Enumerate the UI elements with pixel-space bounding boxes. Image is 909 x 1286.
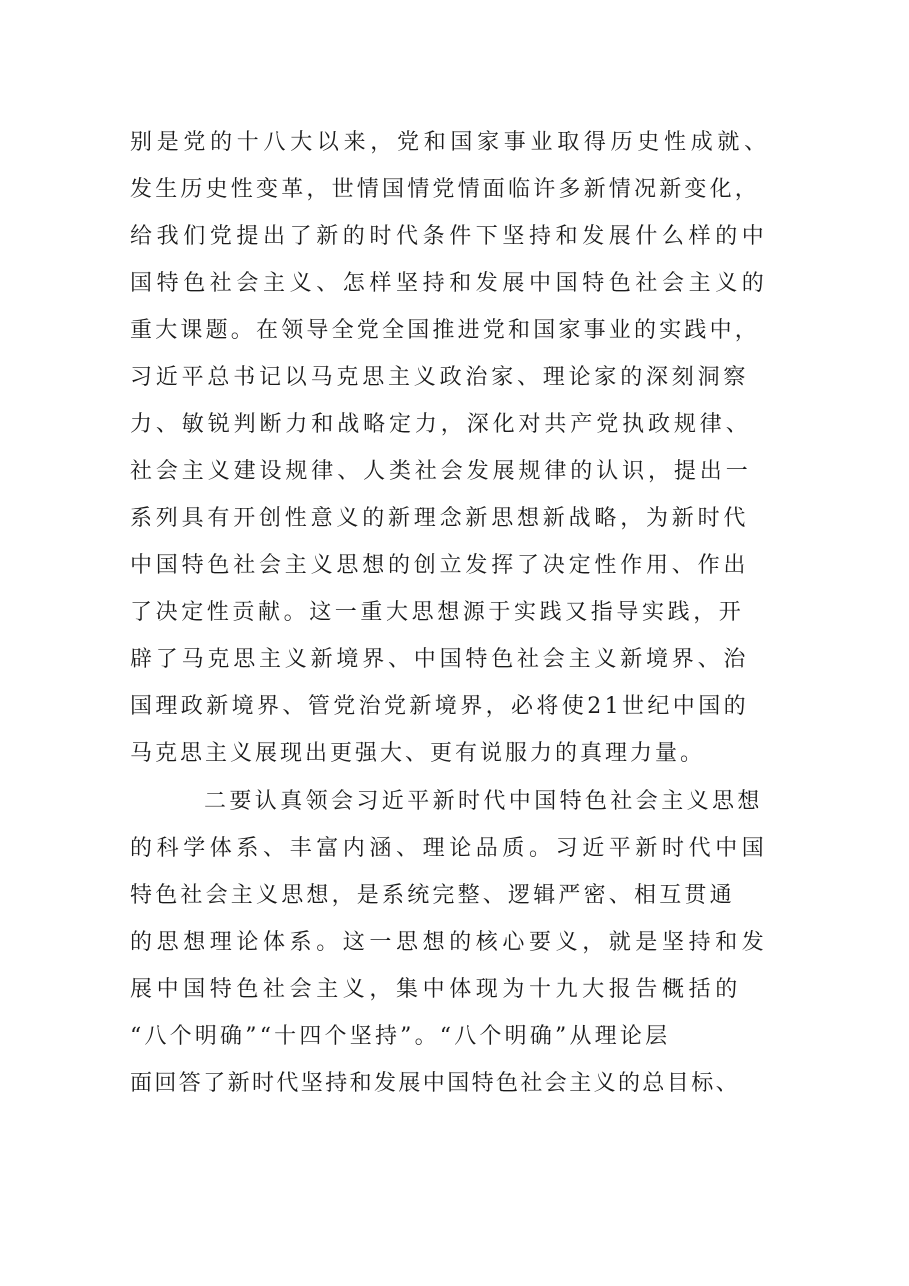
text-line: 国理政新境界、管党治党新境界，必将使21世纪中国的	[130, 694, 749, 719]
text-line: 面回答了新时代坚持和发展中国特色社会主义的总目标、	[130, 1071, 741, 1096]
paragraph-first-line: 二要认真领会习近平新时代中国特色社会主义思想	[204, 789, 763, 814]
text-line: 中国特色社会主义思想的创立发挥了决定性作用、作出	[130, 553, 750, 578]
text-line: 给我们党提出了新的时代条件下坚持和发展什么样的中	[130, 224, 769, 249]
text-line: “八个明确”“十四个坚持”。“八个明确”从理论层	[130, 1024, 671, 1049]
text-line: 马克思主义展现出更强大、更有说服力的真理力量。	[130, 741, 706, 766]
text-line: 习近平总书记以马克思主义政治家、理论家的深刻洞察	[130, 365, 750, 390]
text-line: 发生历史性变革，世情国情党情面临许多新情况新变化，	[130, 177, 761, 202]
text-line: 社会主义建设规律、人类社会发展规律的认识，提出一	[130, 459, 752, 484]
text-line: 特色社会主义思想，是系统完整、逻辑严密、相互贯通	[130, 883, 735, 908]
text-line: 系列具有开创性意义的新理念新思想新战略，为新时代	[130, 506, 750, 531]
text-line: 力、敏锐判断力和战略定力，深化对共产党执政规律、	[130, 412, 752, 437]
text-line: 国特色社会主义、怎样坚持和发展中国特色社会主义的	[130, 271, 769, 296]
text-line: 的科学体系、丰富内涵、理论品质。习近平新时代中国	[130, 836, 769, 861]
text-line: 了决定性贡献。这一重大思想源于实践又指导实践，开	[130, 600, 745, 625]
text-line: 重大课题。在领导全党全国推进党和国家事业的实践中，	[130, 318, 761, 343]
text-line: 展中国特色社会主义，集中体现为十九大报告概括的	[130, 977, 742, 1002]
text-line: 辟了马克思主义新境界、中国特色社会主义新境界、治	[130, 647, 750, 672]
text-line: 的思想理论体系。这一思想的核心要义，就是坚持和发	[130, 930, 769, 955]
text-line: 别是党的十八大以来，党和国家事业取得历史性成就、	[130, 130, 771, 155]
